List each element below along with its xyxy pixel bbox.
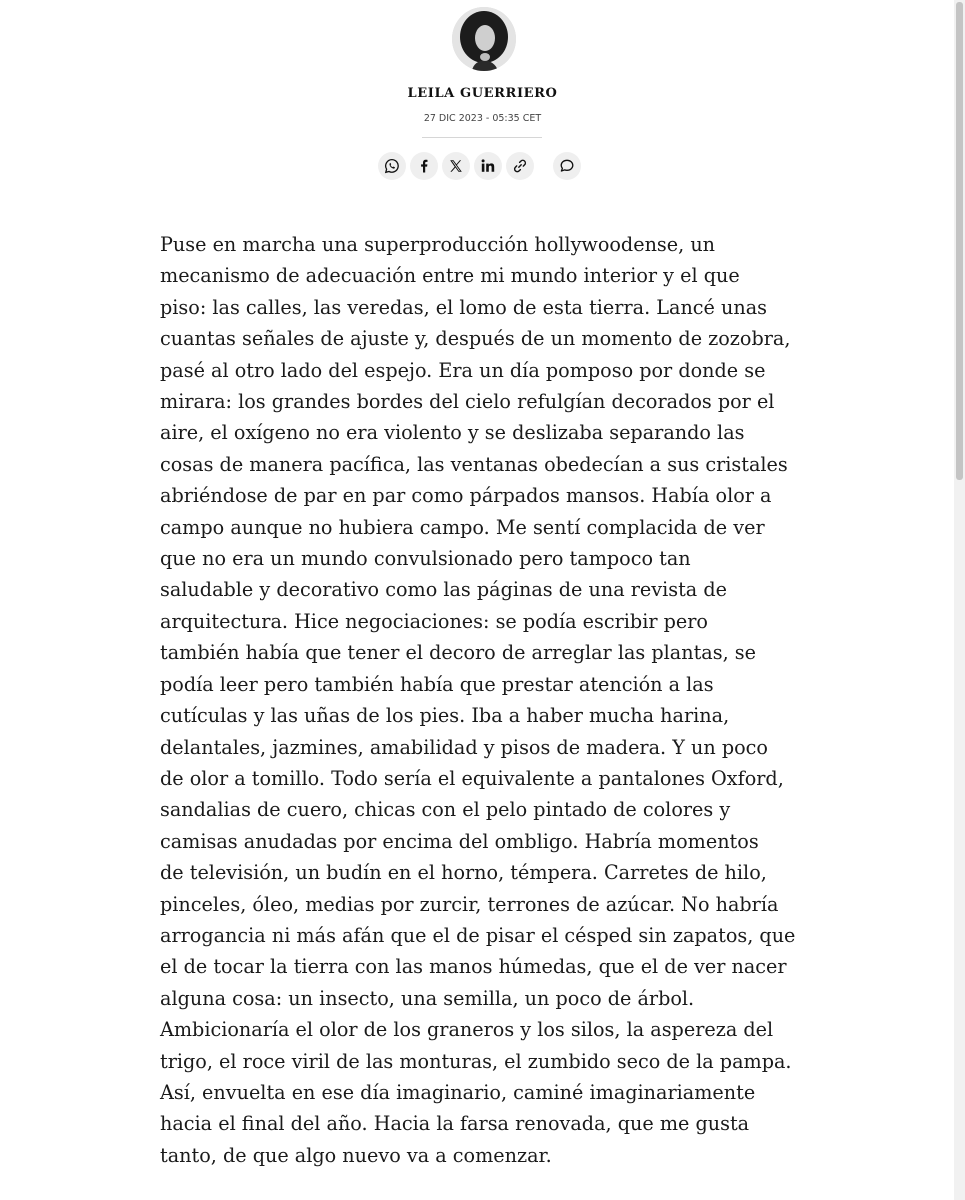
comments-button[interactable] <box>553 152 581 180</box>
link-icon <box>512 158 528 174</box>
comment-icon <box>559 158 575 174</box>
author-name[interactable]: LEILA GUERRIERO <box>407 86 558 101</box>
page-scrollbar[interactable] <box>954 0 965 1200</box>
text-line: también había que tener el decoro de arreglar las plantas, se <box>160 641 756 665</box>
article-body <box>160 229 820 1171</box>
linkedin-icon <box>480 158 496 174</box>
text-line: camisas anudadas por encima del ombligo. Habría momentos <box>160 829 759 853</box>
share-x-button[interactable] <box>442 152 470 180</box>
header-divider <box>422 137 542 138</box>
share-whatsapp-button[interactable] <box>378 152 406 180</box>
text-line: el de tocar la tierra con las manos húmedas, que el de ver nacer <box>160 955 787 979</box>
text-line: trigo, el roce viril de las monturas, el zumbido seco de la pampa. <box>160 1049 792 1073</box>
x-icon <box>448 158 464 174</box>
text-line: arrogancia ni más afán que el de pisar el césped sin zapatos, que <box>160 923 796 947</box>
text-line: campo aunque no hubiera campo. Me sentí complacida de ver <box>160 515 765 539</box>
text-line: pinceles, óleo, medias por zurcir, terrones de azúcar. No habría <box>160 892 779 916</box>
text-line: piso: las calles, las veredas, el lomo de esta tierra. Lancé unas <box>160 295 768 319</box>
share-facebook-button[interactable] <box>410 152 438 180</box>
text-line: tanto, de que algo nuevo va a comenzar. <box>160 1143 552 1167</box>
facebook-icon <box>416 158 432 174</box>
text-line: pasé al otro lado del espejo. Era un día pomposo por donde se <box>160 358 766 382</box>
copy-link-button[interactable] <box>506 152 534 180</box>
author-photo-icon <box>452 7 516 71</box>
text-line: Así, envuelta en ese día imaginario, caminé imaginariamente <box>160 1080 756 1104</box>
text-line: alguna cosa: un insecto, una semilla, un poco de árbol. <box>160 986 695 1010</box>
text-line: saludable y decorativo como las páginas de una revista de <box>160 578 727 602</box>
text-line: que no era un mundo convulsionado pero tampoco tan <box>160 547 691 571</box>
scrollbar-thumb[interactable] <box>956 2 963 480</box>
text-line: cuantas señales de ajuste y, después de un momento de zozobra, <box>160 327 791 351</box>
text-line: arquitectura. Hice negociaciones: se podía escribir pero <box>160 609 708 633</box>
author-avatar[interactable] <box>452 7 516 71</box>
text-line: mecanismo de adecuación entre mi mundo interior y el que <box>160 264 740 288</box>
text-line: cosas de manera pacífica, las ventanas obedecían a sus cristales <box>160 452 788 476</box>
text-line: sandalias de cuero, chicas con el pelo pintado de colores y <box>160 798 731 822</box>
text-line: aire, el oxígeno no era violento y se deslizaba separando las <box>160 421 745 445</box>
publication-date: 27 DIC 2023 - 05:35 CET <box>423 113 542 124</box>
article-paragraph <box>160 229 820 1171</box>
text-line: podía leer pero también había que prestar atención a las <box>160 672 714 696</box>
text-line: de televisión, un budín en el horno, témpera. Carretes de hilo, <box>160 861 767 885</box>
share-linkedin-button[interactable] <box>474 152 502 180</box>
text-line: hacia el final del año. Hacia la farsa renovada, que me gusta <box>160 1112 750 1136</box>
text-line: abriéndose de par en par como párpados mansos. Había olor a <box>160 484 772 508</box>
text-line: Ambicionaría el olor de los graneros y los silos, la aspereza del <box>160 1018 774 1042</box>
text-line: delantales, jazmines, amabilidad y pisos de madera. Y un poco <box>160 735 768 759</box>
text-line: cutículas y las uñas de los pies. Iba a haber mucha harina, <box>160 704 730 728</box>
whatsapp-icon <box>384 158 400 174</box>
text-line: Puse en marcha una superproducción hollywoodense, un <box>160 233 716 256</box>
text-line: de olor a tomillo. Todo sería el equivalente a pantalones Oxford, <box>160 766 784 790</box>
text-line: mirara: los grandes bordes del cielo refulgían decorados por el <box>160 390 775 414</box>
